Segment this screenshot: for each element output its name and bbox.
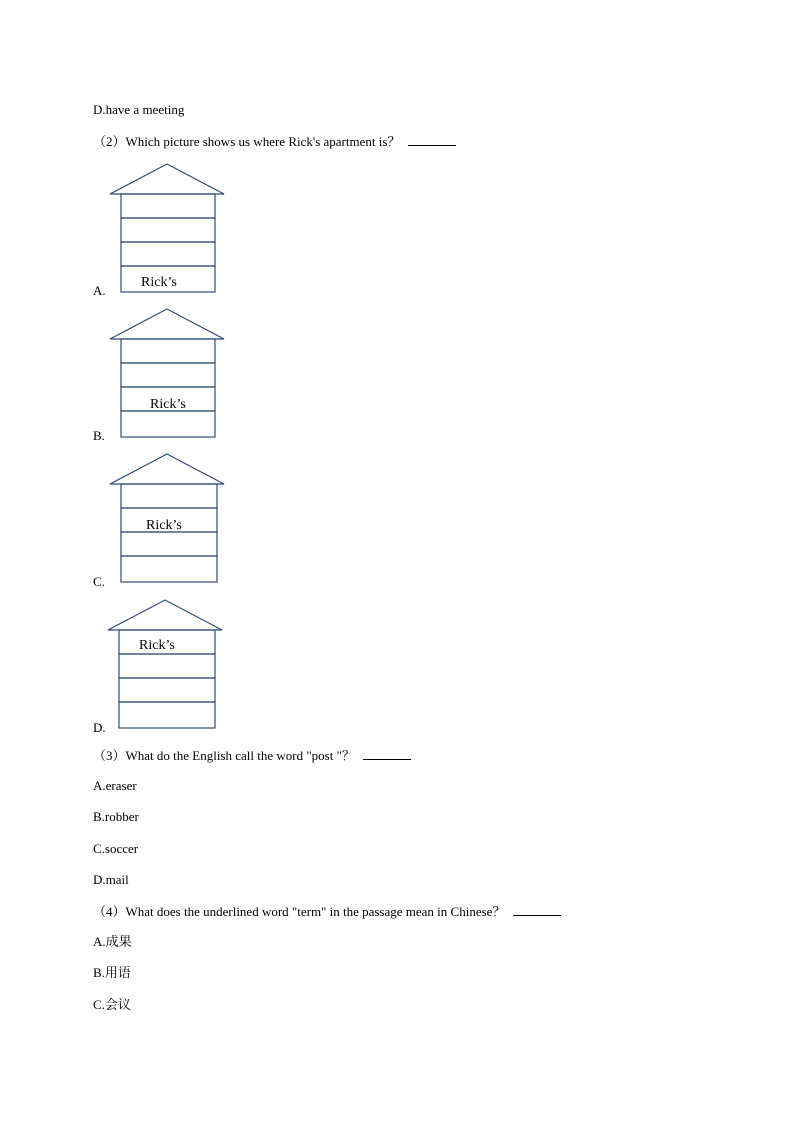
q3-question [93,747,411,764]
house-picture-b[interactable] [108,308,228,440]
house-a-label: Rick’s [141,275,177,290]
house-picture-d[interactable] [106,599,226,731]
q4-option-a: A.成果 [93,934,132,949]
q2-option-a: A. [93,283,106,298]
q2-answer-blank[interactable] [408,133,456,146]
q3-answer-blank[interactable] [363,747,411,760]
house-c-label: Rick’s [146,518,182,533]
q4-option-b: B.用语 [93,965,131,980]
house-b-label: Rick’s [150,397,186,412]
q3-option-a: A.eraser [93,778,137,793]
q4-option-c: C.会议 [93,997,131,1012]
q2-option-b: B. [93,428,105,443]
q4-question-text: （4）What does the underlined word "term" in the passage mean in Chinese？ [93,904,506,919]
q3-question-text: （3）What do the English call the word "post "？ [93,748,355,763]
q1-option-d: D.have a meeting [93,102,185,117]
q4-question [93,903,561,920]
q3-option-c: C.soccer [93,841,139,856]
q2-option-c: C. [93,574,105,589]
q3-option-d: D.mail [93,872,129,887]
house-picture-a[interactable] [108,163,228,295]
q4-answer-blank[interactable] [513,903,561,916]
q2-option-d: D. [93,720,106,735]
q2-question [93,133,456,150]
q2-question-text: （2）Which picture shows us where Rick's apartment is？ [93,134,401,149]
q3-option-b: B.robber [93,809,139,824]
house-picture-c[interactable] [108,453,228,585]
house-d-label: Rick’s [139,638,175,653]
